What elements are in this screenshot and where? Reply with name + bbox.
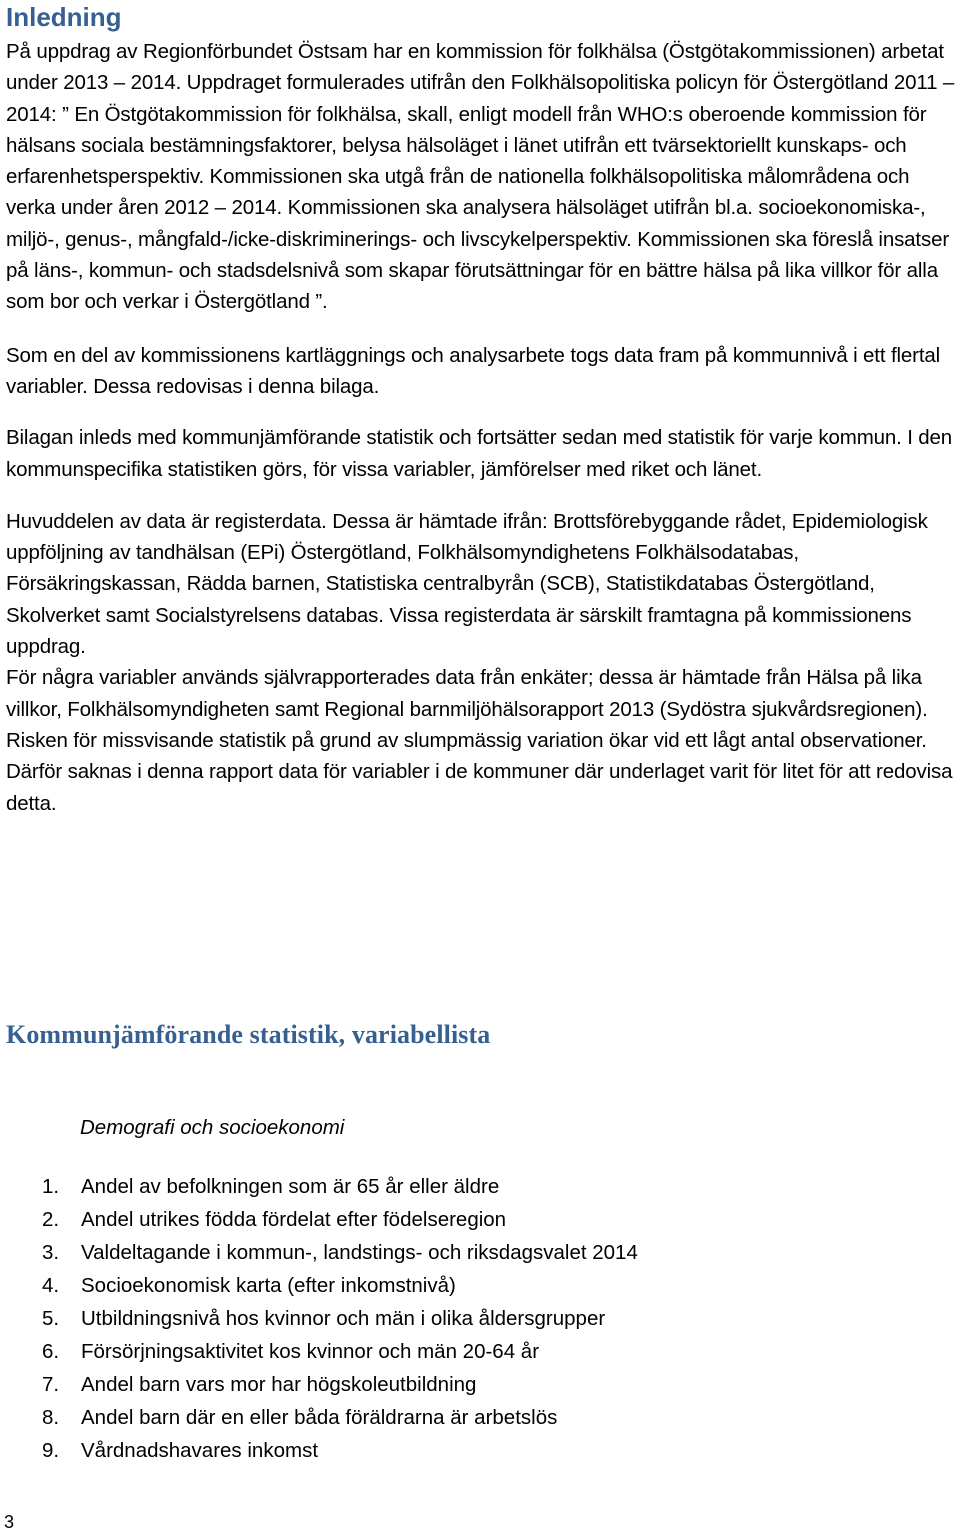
- data-scope-paragraph: Som en del av kommissionens kartläggnings och analysarbete togs data fram på kommunnivå i ett flertal variabler. Dessa redovisas i denna bilaga.: [6, 343, 941, 398]
- list-item-number: 1.: [42, 1175, 60, 1198]
- list-item-number: 8.: [42, 1406, 60, 1429]
- list-item: [6, 1203, 906, 1236]
- section-title: Inledning: [6, 2, 122, 32]
- variable-list: [6, 1170, 906, 1467]
- list-item-text: Andel barn där en eller båda föräldrarna är arbetslös: [81, 1406, 558, 1429]
- list-item: [6, 1434, 906, 1467]
- list-item-text: Socioekonomisk karta (efter inkomstnivå): [81, 1274, 456, 1297]
- list-item-text: Vårdnadshavares inkomst: [81, 1439, 319, 1462]
- list-item-number: 5.: [42, 1307, 60, 1330]
- list-item: [6, 1368, 906, 1401]
- limitations-paragraph: Risken för missvisande statistik på grund av slumpmässig variation ökar vid ett lågt antal observationer. Därför saknas i denna rapport data för variabler i de kommuner där underlaget varit för litet för att redovisa detta.: [6, 728, 953, 815]
- list-item-number: 2.: [42, 1208, 60, 1231]
- list-item-number: 6.: [42, 1340, 60, 1363]
- intro-paragraph: På uppdrag av Regionförbundet Östsam har en kommission för folkhälsa (Östgötakommissionen) arbetat under 2013 – 2014. Uppdraget formulerades utifrån den Folkhälsopolitiska policyn för Östergötland 2011 – 2014: ” En Östgötakommission för folkhälsa, skall, enligt modell från WHO:s oberoende kommission för hälsans sociala bestämningsfaktorer, belysa hälsoläget i länet utifrån ett tvärsektoriellt kunskaps- och erfarenhetsperspektiv. Kommissionen ska utgå från de nationella folkhälsopolitiska målområdena och verka under åren 2012 – 2014. Kommissionen ska analysera hälsoläget utifrån bl.a. socioekonomiska-, miljö-, genus-, mångfald-/icke-diskriminerings- och livscykelperspektiv. Kommissionen ska föreslå insatser på läns-, kommun- och stadsdelsnivå som skapar förutsättningar för en bättre hälsa på lika villkor för alla som bor och verkar i Östergötland ”.: [6, 40, 955, 314]
- sources-paragraph: Huvuddelen av data är registerdata. Dessa är hämtade ifrån: Brottsförebyggande rådet, Epidemiologisk uppföljning av tandhälsan (EPi) Östergötland, Folkhälsomyndighetens Folkhälsodatabas, Försäkringskassan, Rädda barnen, Statistiska centralbyrån (SCB), Statistikdatabas Östergötland, Skolverket samt Socialstyrelsens databas. Vissa registerdata är särskilt framtagna på kommissionens uppdrag.: [6, 509, 928, 659]
- list-item: [6, 1335, 906, 1368]
- list-item-text: Andel barn vars mor har högskoleutbildning: [81, 1373, 477, 1396]
- list-item: [6, 1170, 906, 1203]
- list-item-text: Utbildningsnivå hos kvinnor och män i olika åldersgrupper: [81, 1307, 606, 1330]
- subsection-heading: Demografi och socioekonomi: [80, 1116, 345, 1139]
- page-number: 3: [4, 1512, 15, 1532]
- list-item-number: 4.: [42, 1274, 60, 1297]
- structure-paragraph: Bilagan inleds med kommunjämförande statistik och fortsätter sedan med statistik för varje kommun. I den kommunspecifika statistiken görs, för vissa variabler, jämförelser med riket och länet.: [6, 426, 953, 481]
- list-item-text: Valdeltagande i kommun-, landstings- och riksdagsvalet 2014: [81, 1241, 638, 1264]
- survey-paragraph: För några variabler används självrapporterades data från enkäter; dessa är hämtade från Hälsa på lika villkor, Folkhälsomyndigheten samt Regional barnmiljöhälsorapport 2013 (Sydöstra sjukvårdsregionen).: [6, 666, 928, 721]
- document-page: [6, 0, 956, 1462]
- list-item-text: Andel av befolkningen som är 65 år eller äldre: [81, 1175, 500, 1198]
- list-item-text: Andel utrikes födda fördelat efter födelseregion: [81, 1208, 507, 1231]
- list-item-number: 9.: [42, 1439, 60, 1462]
- list-item: [6, 1401, 906, 1434]
- list-item-text: Försörjningsaktivitet kos kvinnor och män 20-64 år: [81, 1340, 540, 1363]
- list-item: [6, 1302, 906, 1335]
- list-item-number: 3.: [42, 1241, 60, 1264]
- list-item: [6, 1269, 906, 1302]
- list-item-number: 7.: [42, 1373, 60, 1396]
- list-item: [6, 1236, 906, 1269]
- variable-list-heading: Kommunjämförande statistik, variabellista: [6, 1020, 491, 1049]
